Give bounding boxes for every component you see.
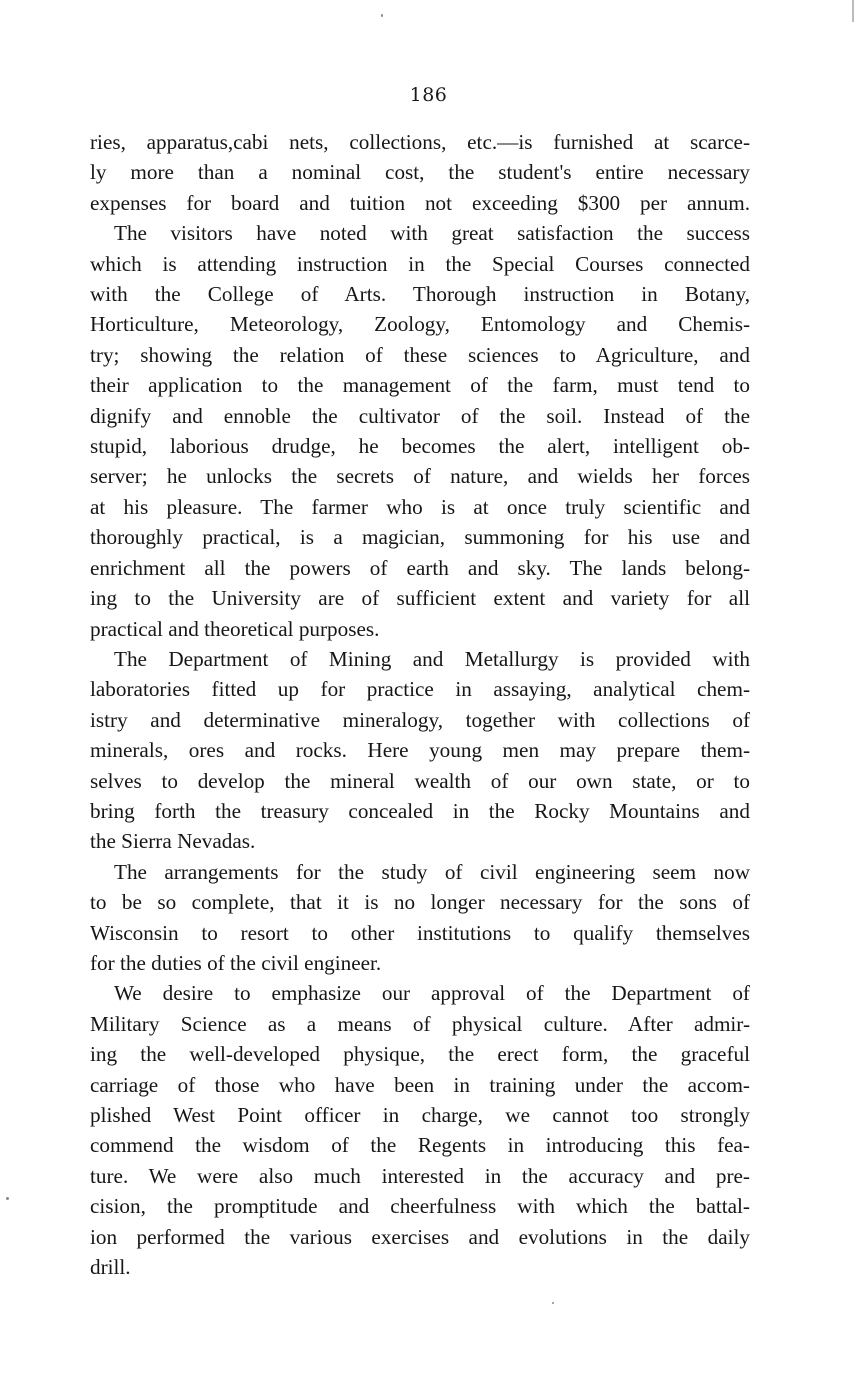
text-line: ries, apparatus,cabi nets, collections, etc.—is furnished at scarce-	[90, 130, 750, 154]
text-line: practical and theoretical purposes.	[90, 616, 380, 641]
text-line: for the duties of the civil engineer.	[90, 950, 382, 975]
scan-speck	[552, 1302, 554, 1304]
text-line: enrichment all the powers of earth and sky. The lands belong-	[90, 555, 750, 580]
text-line: ing to the University are of sufficient extent and variety for all	[90, 586, 750, 611]
text-line: cision, the promptitude and cheerfulness with which the battal-	[90, 1194, 750, 1219]
text-line: Horticulture, Meteorology, Zoology, Entomology and Chemis-	[90, 312, 750, 337]
text-line: The visitors have noted with great satisfaction the success	[114, 221, 750, 246]
text-line: selves to develop the mineral wealth of our own state, or to	[90, 768, 750, 793]
text-line: expenses for board and tuition not exceeding $300 per annum.	[90, 190, 750, 215]
text-line: commend the wisdom of the Regents in introducing this fea-	[90, 1133, 750, 1158]
text-line: carriage of those who have been in training under the accom-	[90, 1072, 750, 1097]
paragraph	[90, 218, 750, 644]
text-line: laboratories fitted up for practice in assaying, analytical chem-	[90, 677, 750, 702]
page-number: 186	[409, 84, 448, 106]
text-line: server; he unlocks the secrets of nature, and wields her forces	[90, 464, 750, 489]
paragraph	[90, 127, 750, 218]
text-line: which is attending instruction in the Special Courses connected	[90, 251, 750, 276]
text-line: at his pleasure. The farmer who is at once truly scientific and	[90, 494, 750, 519]
text-line: dignify and ennoble the cultivator of the soil. Instead of the	[90, 403, 750, 428]
text-line: istry and determinative mineralogy, together with collections of	[90, 707, 750, 732]
paragraph	[90, 978, 750, 1282]
text-line: with the College of Arts. Thorough instruction in Botany,	[90, 282, 750, 307]
text-line: thoroughly practical, is a magician, summoning for his use and	[90, 525, 750, 550]
text-line: their application to the management of the farm, must tend to	[90, 373, 750, 398]
scan-speck	[852, 0, 854, 22]
text-line: Wisconsin to resort to other institutions to qualify themselves	[90, 920, 750, 945]
text-line: Military Science as a means of physical culture. After admir-	[90, 1011, 750, 1036]
body-text	[90, 127, 750, 1282]
text-line: The arrangements for the study of civil engineering seem now	[114, 859, 750, 884]
text-line: ion performed the various exercises and evolutions in the daily	[90, 1224, 750, 1249]
text-line: We desire to emphasize our approval of the Department of	[114, 981, 750, 1006]
scan-speck	[6, 1197, 9, 1200]
text-line: to be so complete, that it is no longer necessary for the sons of	[90, 890, 750, 915]
text-line: the Sierra Nevadas.	[90, 829, 256, 854]
text-line: try; showing the relation of these sciences to Agriculture, and	[90, 342, 750, 367]
text-line: bring forth the treasury concealed in the Rocky Mountains and	[90, 798, 750, 823]
text-line: ly more than a nominal cost, the student's entire necessary	[90, 160, 750, 185]
text-line: ture. We were also much interested in the accuracy and pre-	[90, 1163, 750, 1188]
paragraph	[90, 857, 750, 979]
text-line: The Department of Mining and Metallurgy is provided with	[114, 646, 750, 671]
scan-speck	[381, 14, 383, 17]
text-line: plished West Point officer in charge, we cannot too strongly	[90, 1103, 750, 1127]
text-line: drill.	[90, 1255, 131, 1280]
text-line: stupid, laborious drudge, he becomes the alert, intelligent ob-	[90, 434, 750, 459]
text-line: ing the well-developed physique, the erect form, the graceful	[90, 1042, 750, 1067]
text-line: minerals, ores and rocks. Here young men may prepare them-	[90, 738, 750, 763]
paragraph	[90, 644, 750, 857]
